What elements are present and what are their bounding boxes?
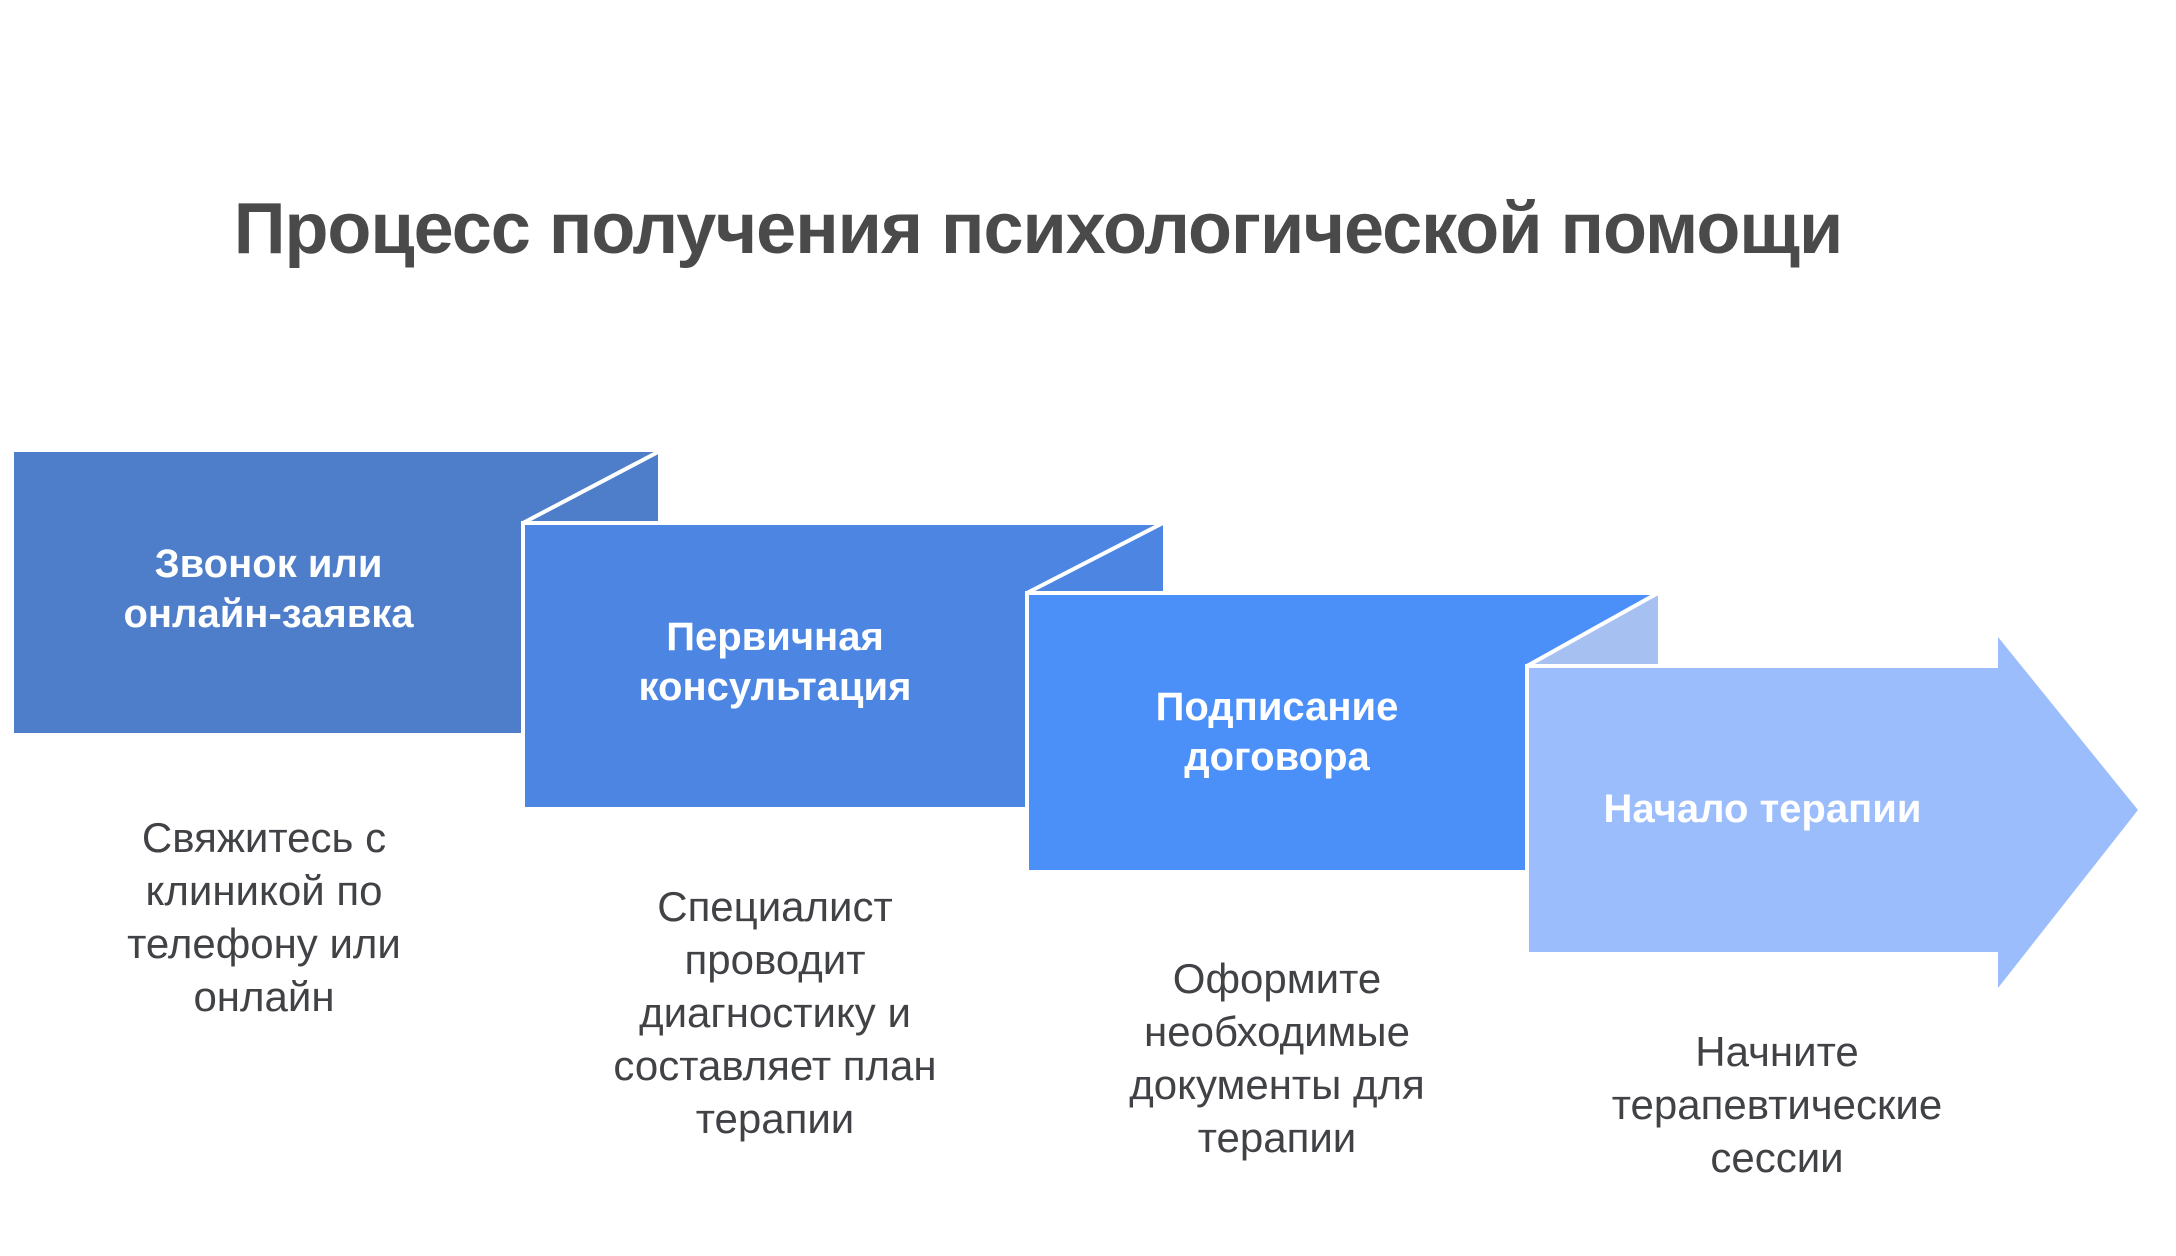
step-3-label-line: Подписание — [1155, 685, 1399, 729]
step-1-label-line: онлайн-заявка — [123, 592, 414, 636]
step-1-description — [54, 811, 474, 1023]
step-3-description — [1067, 952, 1487, 1164]
step-4-description — [1557, 1025, 1997, 1184]
step-2-label-line: Первичная — [666, 615, 884, 659]
step-2-label — [523, 612, 1027, 712]
step-3-description-line: Оформите — [1172, 955, 1382, 1002]
step-4-label-line: Начало терапии — [1603, 787, 1922, 831]
step-1-label-line: Звонок или — [154, 542, 383, 586]
step-2-description-line: проводит — [684, 936, 866, 983]
step-2-description — [565, 880, 985, 1145]
step-1-description-line: Свяжитесь с — [141, 814, 387, 861]
step-1-description-line: клиникой по — [145, 867, 383, 914]
step-4-description-line: Начните — [1695, 1028, 1859, 1075]
step-3-description-line: документы для — [1129, 1061, 1425, 1108]
step-1-description-line: онлайн — [193, 973, 335, 1020]
step-4-label — [1527, 784, 1998, 834]
step-2-description-line: Специалист — [657, 883, 893, 930]
step-4-description-line: сессии — [1710, 1134, 1844, 1181]
page-title: Процесс получения психологической помощи — [233, 189, 1843, 270]
step-1-description-line: телефону или — [127, 920, 401, 967]
step-2-label-line: консультация — [638, 665, 912, 709]
step-2-description-line: составляет план — [613, 1042, 937, 1089]
step-1-label — [14, 539, 523, 639]
step-4-description-line: терапевтические — [1611, 1081, 1943, 1128]
step-2-description-line: диагностику и — [639, 989, 911, 1036]
step-3-label-line: договора — [1184, 735, 1370, 779]
step-3-description-line: необходимые — [1144, 1008, 1410, 1055]
step-3-label — [1027, 682, 1527, 782]
step-3-description-line: терапии — [1197, 1114, 1357, 1161]
step-2-description-line: терапии — [695, 1095, 855, 1142]
